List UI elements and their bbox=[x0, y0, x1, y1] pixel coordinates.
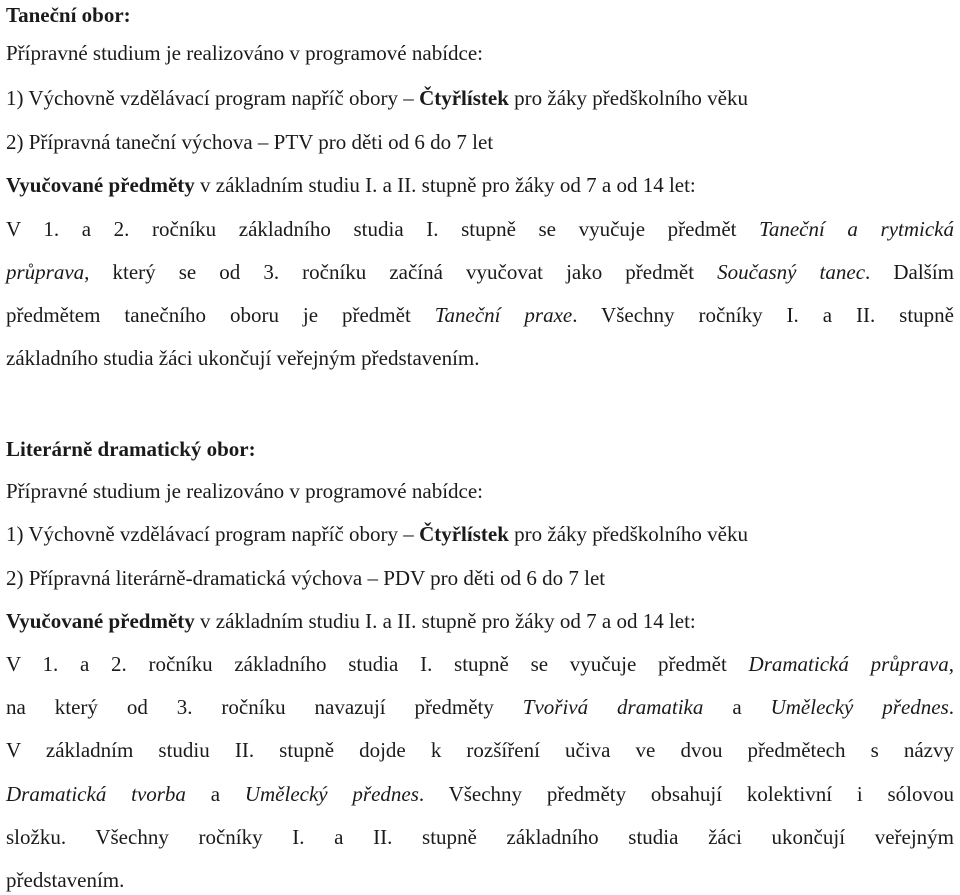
dance-item-2: 2) Přípravná taneční výchova – PTV pro děti od 6 do 7 let bbox=[6, 130, 494, 154]
lit-paragraph-line: V 1. a 2. ročníku základního studia I. stupně se vyučuje předmět Dramatická průprava, bbox=[6, 652, 954, 676]
dance-paragraph-line: předmětem tanečního oboru je předmět Taneční praxe. Všechny ročníky I. a II. stupně bbox=[6, 303, 954, 327]
dance-subjects: Vyučované předměty v základním studiu I. a II. stupně pro žáky od 7 a od 14 let: bbox=[6, 173, 696, 197]
lit-item-1: 1) Výchovně vzdělávací program napříč obory – Čtyřlístek pro žáky předškolního věku bbox=[6, 522, 749, 546]
dance-item-1: 1) Výchovně vzdělávací program napříč obory – Čtyřlístek pro žáky předškolního věku bbox=[6, 86, 749, 110]
lit-paragraph-line: Dramatická tvorba a Umělecký přednes. Všechny předměty obsahují kolektivní i sólovou bbox=[6, 782, 954, 806]
lit-paragraph-line: složku. Všechny ročníky I. a II. stupně základního studia žáci ukončují veřejným bbox=[6, 825, 954, 849]
dance-intro: Přípravné studium je realizováno v programové nabídce: bbox=[6, 41, 484, 65]
lit-paragraph-line: V základním studiu II. stupně dojde k rozšíření učiva ve dvou předmětech s názvy bbox=[6, 738, 954, 762]
lit-heading: Literárně dramatický obor: bbox=[6, 437, 256, 461]
lit-paragraph-line: na který od 3. ročníku navazují předměty Tvořivá dramatika a Umělecký přednes. bbox=[6, 695, 955, 719]
dance-paragraph-line: průprava, který se od 3. ročníku začíná vyučovat jako předmět Současný tanec. Dalším bbox=[6, 260, 954, 284]
dance-paragraph-line: V 1. a 2. ročníku základního studia I. stupně se vyučuje předmět Taneční a rytmická bbox=[6, 217, 954, 241]
lit-paragraph-line: představením. bbox=[6, 868, 125, 892]
lit-subjects: Vyučované předměty v základním studiu I. a II. stupně pro žáky od 7 a od 14 let: bbox=[6, 609, 696, 633]
dance-heading: Taneční obor: bbox=[6, 3, 131, 27]
lit-intro: Přípravné studium je realizováno v programové nabídce: bbox=[6, 479, 484, 503]
lit-item-2: 2) Přípravná literárně-dramatická výchova – PDV pro děti od 6 do 7 let bbox=[6, 566, 606, 590]
dance-paragraph-line: základního studia žáci ukončují veřejným představením. bbox=[6, 346, 480, 370]
